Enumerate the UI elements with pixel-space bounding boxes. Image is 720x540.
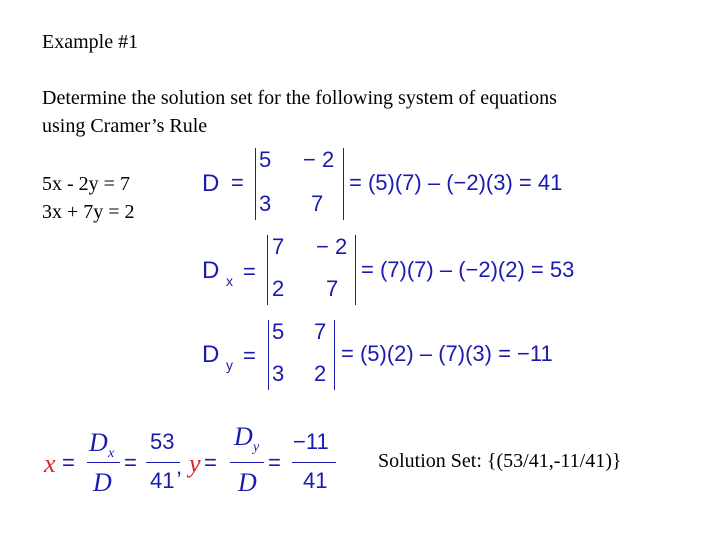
y-variable: y bbox=[189, 449, 201, 478]
det-dy-right-bar bbox=[334, 320, 335, 390]
y-value-numerator: −11 bbox=[293, 429, 329, 454]
det-d-label: D bbox=[202, 170, 220, 197]
y-value-denominator: 41 bbox=[303, 468, 328, 493]
equals-sign: = bbox=[62, 450, 75, 475]
det-dy-a11: 5 bbox=[272, 319, 285, 344]
det-dx-right-bar bbox=[355, 235, 356, 305]
det-dy-a12: 7 bbox=[314, 319, 327, 344]
x-value-denominator: 41 bbox=[150, 468, 175, 493]
slide-title: Example #1 bbox=[42, 31, 139, 53]
det-dy-a21: 3 bbox=[272, 361, 285, 386]
dx-numerator: D bbox=[89, 428, 108, 457]
equals-sign: = bbox=[124, 450, 137, 475]
x-variable: x bbox=[44, 449, 56, 478]
dy-numerator-subscript: y bbox=[253, 440, 260, 455]
fraction-bar bbox=[292, 462, 336, 463]
fraction-bar bbox=[230, 462, 264, 463]
det-dy-a22: 2 bbox=[314, 361, 327, 386]
equals-sign: = bbox=[243, 343, 256, 368]
equals-sign: = bbox=[204, 450, 217, 475]
d-denominator: D bbox=[93, 468, 112, 497]
det-d-a11: 5 bbox=[259, 147, 272, 172]
det-dx-a22: 7 bbox=[326, 276, 339, 301]
det-dy-expansion: = (5)(2) – (7)(3) = −11 bbox=[341, 341, 553, 366]
det-dx-a12: − 2 bbox=[316, 234, 348, 259]
equals-sign: = bbox=[231, 170, 244, 195]
det-dx-label: D bbox=[202, 257, 220, 284]
det-d-left-bar bbox=[255, 148, 256, 220]
det-d-expansion: = (5)(7) – (−2)(3) = 41 bbox=[349, 170, 563, 195]
equation-1: 5x - 2y = 7 bbox=[42, 173, 130, 195]
det-dx-a21: 2 bbox=[272, 276, 285, 301]
dy-numerator: D bbox=[234, 422, 253, 451]
solution-set: Solution Set: {(53/41,-11/41)} bbox=[378, 450, 622, 472]
x-value-numerator: 53 bbox=[150, 429, 175, 454]
det-dx-a11: 7 bbox=[272, 234, 285, 259]
det-d-right-bar bbox=[343, 148, 344, 220]
det-d-a21: 3 bbox=[259, 191, 272, 216]
fraction-bar bbox=[146, 462, 180, 463]
det-dy-left-bar bbox=[268, 320, 269, 390]
det-dx-expansion: = (7)(7) – (−2)(2) = 53 bbox=[361, 257, 575, 282]
fraction-bar bbox=[87, 462, 120, 463]
det-dx-subscript: x bbox=[226, 273, 233, 289]
equals-sign: = bbox=[243, 259, 256, 284]
det-d-a22: 7 bbox=[311, 191, 324, 216]
instruction-line-1: Determine the solution set for the following system of equations bbox=[42, 87, 557, 109]
equals-sign: = bbox=[268, 450, 281, 475]
d-denominator: D bbox=[238, 468, 257, 497]
comma: , bbox=[176, 454, 183, 479]
instruction-line-2: using Cramer’s Rule bbox=[42, 115, 208, 137]
det-d-a12: − 2 bbox=[303, 147, 335, 172]
det-dy-label: D bbox=[202, 341, 220, 368]
det-dx-left-bar bbox=[267, 235, 268, 305]
dx-numerator-subscript: x bbox=[108, 446, 115, 461]
equation-2: 3x + 7y = 2 bbox=[42, 201, 135, 223]
det-dy-subscript: y bbox=[226, 357, 233, 373]
